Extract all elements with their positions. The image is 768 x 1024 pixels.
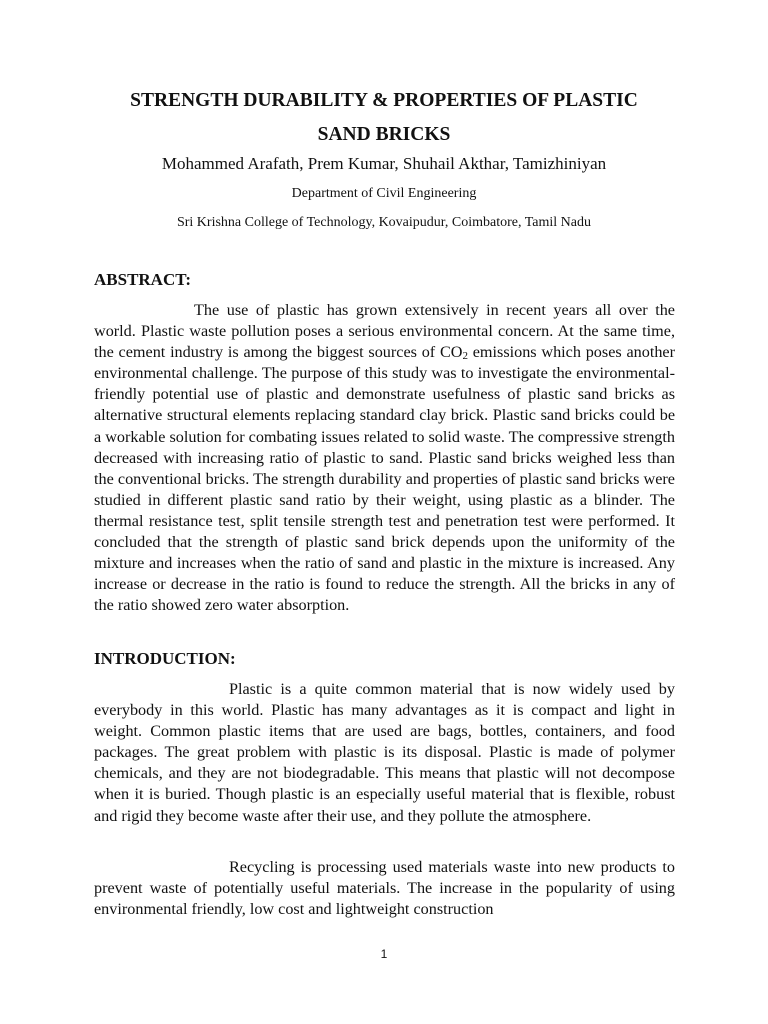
introduction-heading: INTRODUCTION: (94, 649, 236, 668)
introduction-paragraph-1 (94, 679, 675, 827)
introduction-text-2: Recycling is processing used materials waste into new products to prevent waste of potentially useful materials. The increase in the popularity of using environmental friendly, low cost and lightweight construction (94, 858, 675, 919)
institution: Sri Krishna College of Technology, Kovaipudur, Coimbatore, Tamil Nadu (176, 215, 592, 230)
department: Department of Civil Engineering (291, 186, 477, 201)
co2-subscript: 2 (462, 350, 468, 363)
title-line-1: STRENGTH DURABILITY & PROPERTIES OF PLASTIC (130, 90, 638, 111)
introduction-text-1: Plastic is a quite common material that is now widely used by everybody in this world. Plastic has many advantages as it is compact and light in weight. Common plastic items that are used are bags, bottles, containers, and food packages. The great problem with plastic is its disposal. Plastic is made of polymer chemicals, and they are not biodegradable. This means that plastic will not decompose when it is buried. Though plastic is an especially useful material that is flexible, robust and rigid they become waste after their use, and they pollute the atmosphere. (94, 680, 675, 825)
abstract-paragraph (94, 300, 675, 616)
abstract-text-part-2: emissions which poses another environmental challenge. The purpose of this study was to investigate the environmental-friendly potential use of plastic and demonstrate usefulness of plastic sand bricks as alternative structural elements replacing standard clay brick. Plastic sand bricks could be a workable solution for combating issues related to solid waste. The compressive strength decreased with increasing ratio of plastic to sand. Plastic sand bricks weighed less than the conventional bricks. The strength durability and properties of plastic sand bricks were studied in different plastic sand ratio by their weight, using plastic as a blinder. The thermal resistance test, split tensile strength test and penetration test were performed. It concluded that the strength of plastic sand brick depends upon the uniformity of the mixture and increases when the ratio of sand and plastic in the mixture is increased. Any increase or decrease in the ratio is found to reduce the strength. All the bricks in any of the ratio showed zero water absorption. (94, 343, 675, 615)
page-number: 1 (380, 947, 388, 961)
paper-title (60, 84, 708, 152)
abstract-heading: ABSTRACT: (94, 270, 191, 289)
introduction-paragraph-2 (94, 857, 675, 920)
abstract-text-part-1: The use of plastic has grown extensively in recent years all over the world. Plastic waste pollution poses a serious environmental concern. At the same time, the cement industry is among the biggest sources of CO (94, 301, 675, 362)
title-line-2: SAND BRICKS (317, 124, 451, 145)
author-list: Mohammed Arafath, Prem Kumar, Shuhail Akthar, Tamizhiniyan (161, 154, 607, 173)
